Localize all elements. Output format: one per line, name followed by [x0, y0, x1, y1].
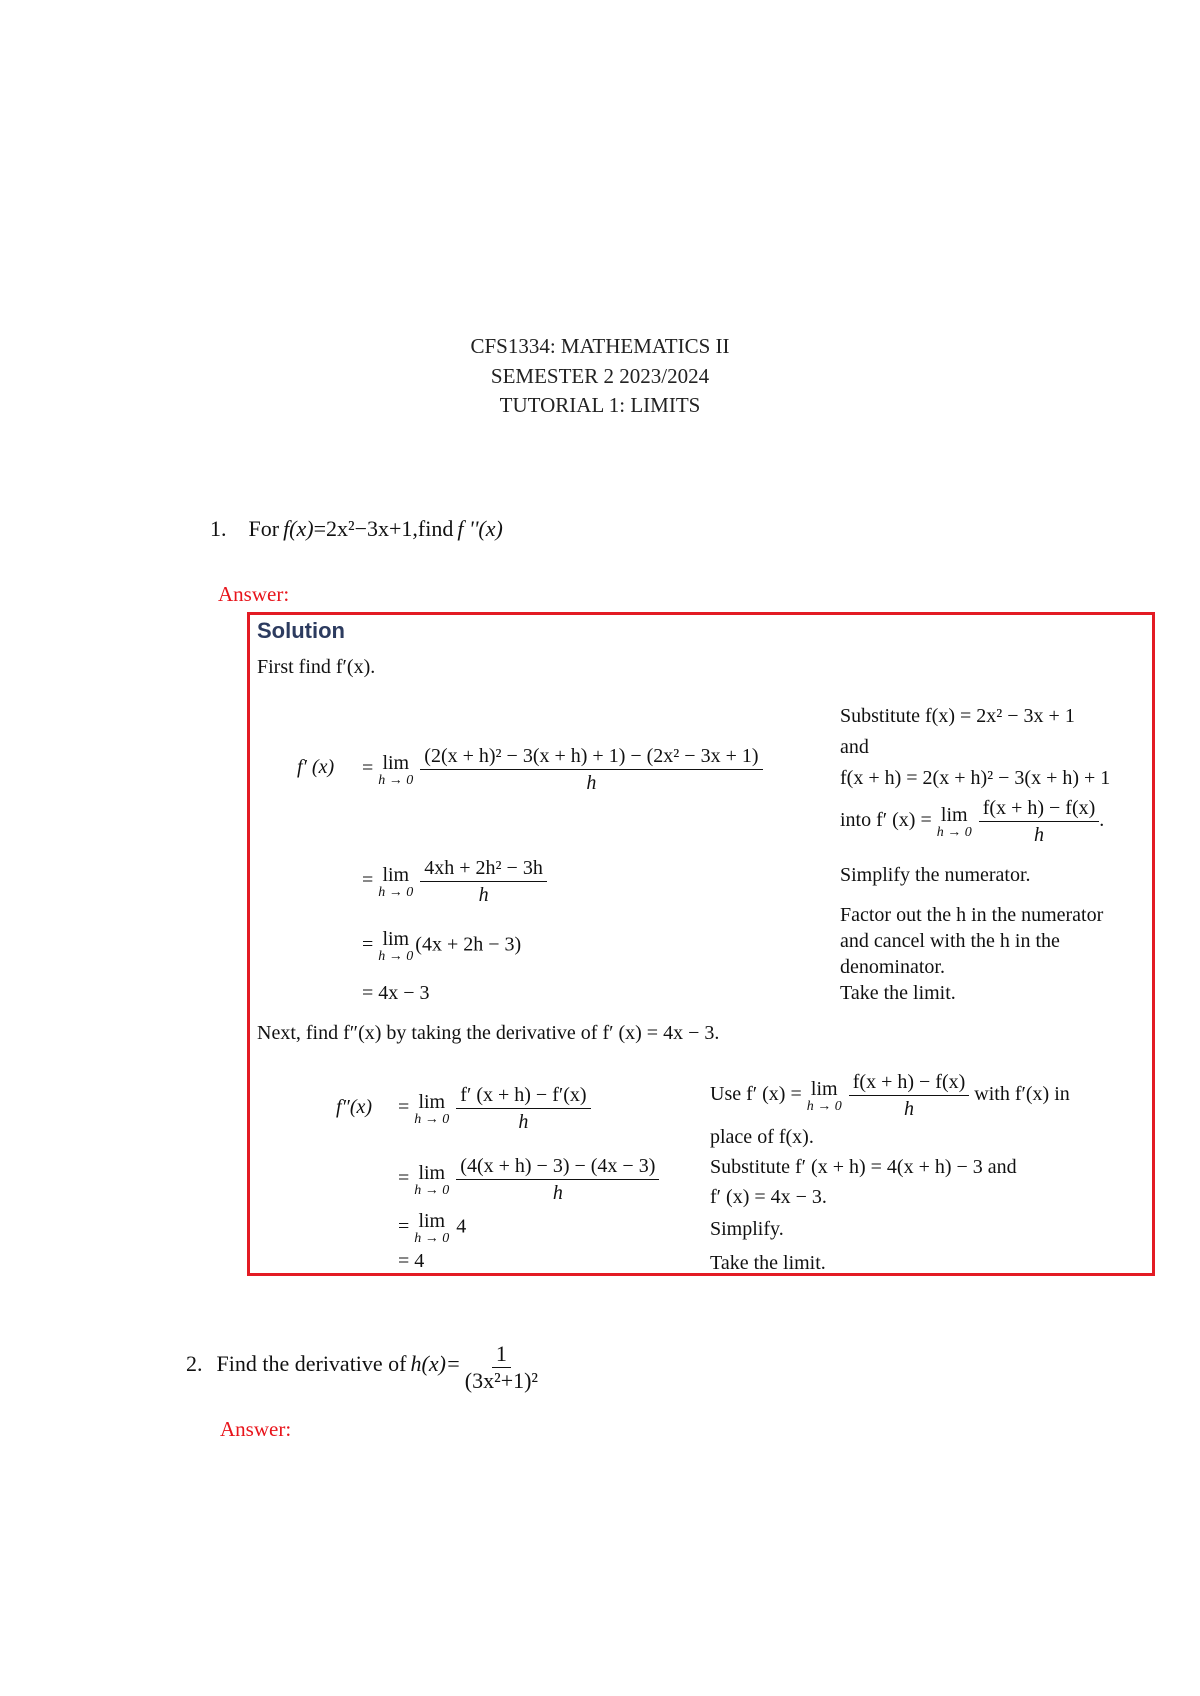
question-number: 1.: [210, 516, 227, 541]
note4: Take the limit.: [840, 982, 956, 1004]
note1-line1: Substitute f(x) = 2x² − 3x + 1: [840, 705, 1075, 727]
b-note1-line2: place of f(x).: [710, 1126, 814, 1148]
note1-line3: f(x + h) = 2(x + h)² − 3(x + h) + 1: [840, 767, 1111, 789]
b-step4: = 4: [398, 1250, 425, 1272]
step1-fraction: $\frac{\text{(2(x + h)² − 3(x + h) + 1) − (2x² − 3x + 1)}}{h}$: [420, 744, 762, 795]
b-note4: Take the limit.: [710, 1252, 826, 1274]
step2-fraction: $\frac{\text{4xh + 2h² − 3h}}{h}$: [420, 856, 547, 907]
b-step1-lhs: f″(x): [336, 1096, 373, 1118]
b-note2-line2: f′ (x) = 4x − 3.: [710, 1186, 827, 1208]
note3-line1: Factor out the h in the numerator: [840, 904, 1104, 926]
target-derivative: f ''(x): [457, 516, 503, 541]
b-step1-rhs: = lim h → 0 $\frac{f' (x + h) - f'(x)}{h}$: [398, 1083, 591, 1134]
step1-rhs: = lim h → 0 $\frac{\text{(2(x + h)² − 3(x + h) + 1) − (2x² − 3x + 1)}}{h}$: [362, 744, 763, 795]
semester-line: SEMESTER 2 2023/2024: [490, 364, 710, 388]
answer-label-2: Answer:: [220, 1417, 292, 1441]
function-fraction: $\frac{1}{\text{(3x²+1)²}}$: [464, 1341, 539, 1393]
limit-operator: lim h → 0: [378, 751, 414, 788]
step3: = lim h → 0 (4x + 2h − 3): [362, 928, 522, 964]
function-definition: =2x²−3x+1,: [313, 516, 418, 541]
tutorial-title: TUTORIAL 1: LIMITS: [499, 393, 701, 417]
b-step2: = lim h → 0 $\frac{(4(x + h) - 3) - (4x - 3)}{h}$: [398, 1154, 659, 1205]
find-text: find: [417, 516, 454, 541]
b-note3: Simplify.: [710, 1218, 784, 1240]
question-prefix: For: [248, 516, 280, 541]
note1-line4: into f′ (x) = lim h → 0 $\frac{f(x + h) - f(x)}{h}$ .: [840, 797, 1105, 846]
question-1: [210, 516, 503, 542]
b-step3: = lim h → 0 4: [398, 1210, 467, 1246]
solution-title: Solution: [257, 618, 345, 643]
limit-operator: lim h → 0: [378, 863, 414, 900]
function-lhs: h(x)=: [410, 1351, 461, 1377]
note3-line2: and cancel with the h in the: [840, 930, 1060, 952]
step2: = lim h → 0 $\frac{\text{4xh + 2h² − 3h}}{h}$: [362, 856, 547, 907]
question-text: Find the derivative of: [216, 1351, 407, 1377]
answer-label-1: Answer:: [218, 582, 290, 606]
limit-operator: lim h → 0: [378, 928, 414, 964]
note2: Simplify the numerator.: [840, 864, 1031, 886]
question-2: [186, 1342, 542, 1393]
next-find-text: Next, find f″(x) by taking the derivative of f′ (x) = 4x − 3.: [257, 1022, 720, 1044]
note1-line2: and: [840, 736, 869, 758]
step1-lhs: f′ (x): [297, 756, 335, 778]
b-note1: Use f′ (x) = lim h → 0 $\frac{f(x + h) - f(x)}{h}$ with f′(x) in: [710, 1071, 1070, 1120]
function-name: f(x): [283, 516, 314, 541]
note3-line3: denominator.: [840, 956, 945, 978]
b-note2-line1: Substitute f′ (x + h) = 4(x + h) − 3 and: [710, 1156, 1017, 1178]
question-number: 2.: [186, 1351, 203, 1377]
course-title: CFS1334: MATHEMATICS II: [470, 334, 730, 358]
step4: = 4x − 3: [362, 982, 430, 1004]
first-find-text: First find f′(x).: [257, 656, 376, 678]
